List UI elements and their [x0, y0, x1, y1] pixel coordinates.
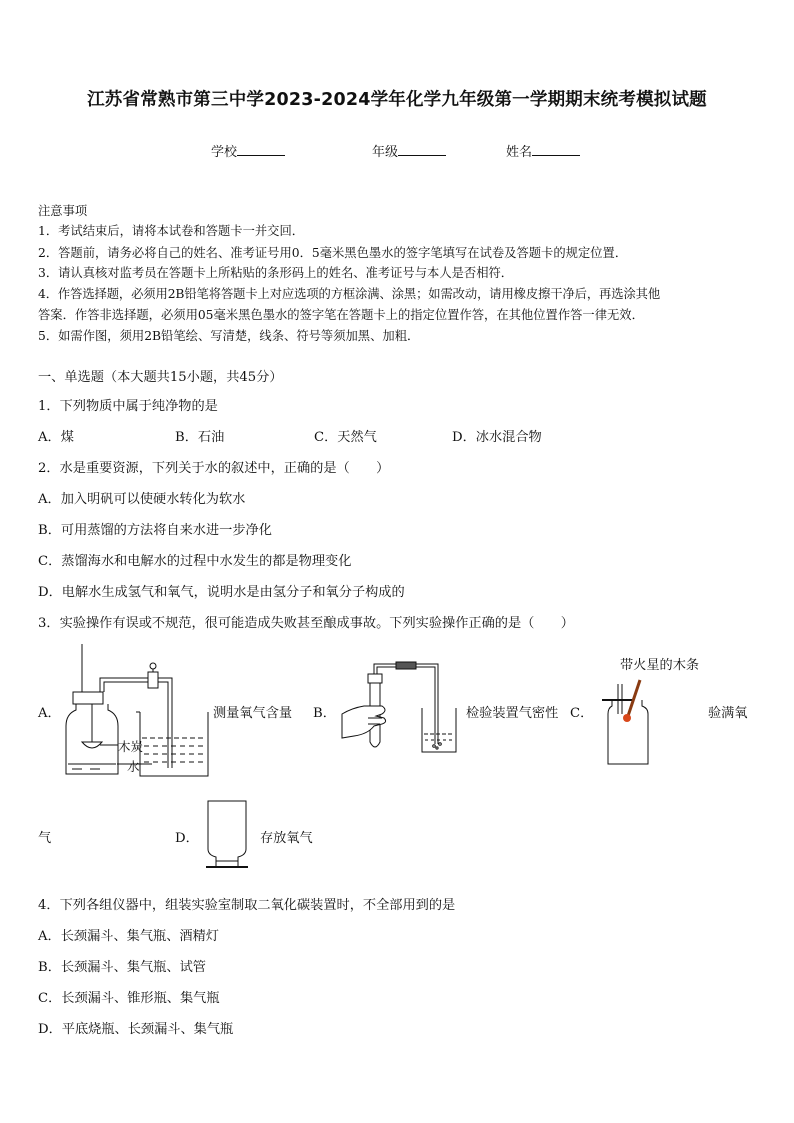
- question-stem: 3．实验操作有误或不规范，很可能造成失败甚至酿成事故。下列实验操作正确的是（ ）: [38, 616, 574, 631]
- option-a-text: 测量氧气含量: [213, 706, 293, 721]
- figure-label-charcoal: 木炭: [118, 739, 144, 754]
- figure-label-water: 水: [127, 759, 140, 774]
- airtightness-check-figure: [338, 656, 466, 756]
- option-c: C．蒸馏海水和电解水的过程中水发生的都是物理变化: [38, 554, 352, 569]
- grade-blank: [398, 142, 446, 156]
- notice-heading: 注意事项: [38, 204, 88, 218]
- notice-item: 3．请认真核对监考员在答题卡上所粘贴的条形码上的姓名、准考证号与本人是否相符．: [38, 266, 514, 280]
- question-stem: 2．水是重要资源，下列关于水的叙述中，正确的是（ ）: [38, 461, 390, 476]
- section-heading: 一、单选题（本大题共15小题，共45分）: [38, 370, 283, 385]
- grade-label: 年级: [372, 145, 399, 160]
- option-c-text: 验满氧: [708, 706, 748, 721]
- notice-item: 2．答题前，请务必将自己的姓名、准考证号用0．5毫米黑色墨水的签字笔填写在试卷及答题卡的规定位置．: [38, 246, 628, 260]
- page-title: 江苏省常熟市第三中学2023-2024学年化学九年级第一学期期末统考模拟试题: [87, 90, 707, 110]
- figure-label-glowing-splint: 带火星的木条: [620, 658, 700, 673]
- option-a-label: A．: [38, 706, 61, 721]
- name-field: [506, 141, 580, 160]
- option-d-text: 存放氧气: [260, 831, 313, 846]
- school-field: [211, 141, 285, 160]
- notice-item: 答案．作答非选择题，必须用05毫米黑色墨水的签字笔在答题卡上的指定位置作答，在其他位置作答一律无效．: [38, 308, 644, 322]
- option-d: D．电解水生成氢气和氧气，说明水是由氢分子和氧分子构成的: [38, 585, 405, 600]
- option-a: A．加入明矾可以使硬水转化为软水: [38, 492, 246, 507]
- option-c-label: C．: [570, 706, 594, 721]
- option-c: C．天然气: [314, 430, 377, 445]
- option-b-text: 检验装置气密性: [466, 706, 559, 721]
- option-b: B．可用蒸馏的方法将自来水进一步净化: [38, 523, 272, 538]
- notice-item: 1．考试结束后，请将本试卷和答题卡一并交回．: [38, 224, 305, 238]
- option-d: D．平底烧瓶、长颈漏斗、集气瓶: [38, 1022, 234, 1037]
- school-label: 学校: [211, 145, 238, 160]
- option-b: B．石油: [175, 430, 225, 445]
- name-label: 姓名: [506, 145, 533, 160]
- option-d: D．冰水混合物: [452, 430, 542, 445]
- oxygen-full-test-figure: [598, 678, 658, 770]
- oxygen-storage-bottle-figure: [204, 799, 250, 871]
- name-blank: [532, 142, 580, 156]
- school-blank: [237, 142, 285, 156]
- option-c: C．长颈漏斗、锥形瓶、集气瓶: [38, 991, 220, 1006]
- option-d-label: D．: [175, 831, 199, 846]
- grade-field: [372, 141, 446, 160]
- option-c-text-cont: 气: [38, 831, 52, 846]
- notice-item: 5．如需作图，须用2B铅笔绘、写清楚，线条、符号等须加黑、加粗．: [38, 329, 420, 343]
- question-stem: 1．下列物质中属于纯净物的是: [38, 399, 218, 414]
- option-a: A．长颈漏斗、集气瓶、酒精灯: [38, 929, 219, 944]
- option-b: B．长颈漏斗、集气瓶、试管: [38, 960, 206, 975]
- option-b-label: B．: [313, 706, 336, 721]
- option-a: A．煤: [38, 430, 74, 445]
- question-stem: 4．下列各组仪器中，组装实验室制取二氧化碳装置时，不全部用到的是: [38, 898, 456, 913]
- notice-item: 4．作答选择题，必须用2B铅笔将答题卡上对应选项的方框涂满、涂黑；如需改动，请用橡皮擦干净后，再选涂其他: [38, 287, 661, 301]
